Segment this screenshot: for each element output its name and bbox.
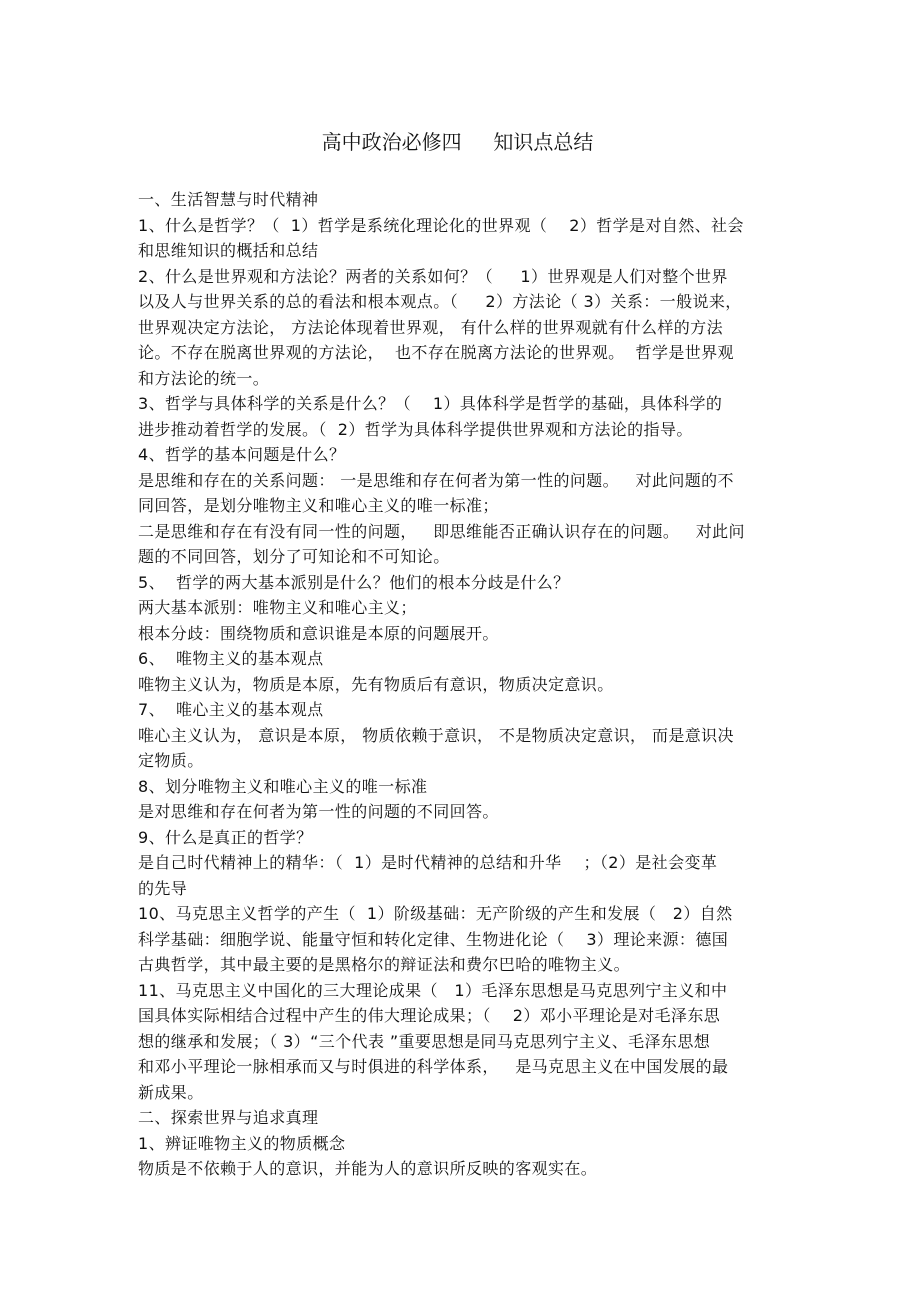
text-line: 9、什么是真正的哲学？ (138, 827, 313, 847)
text-line: 古典哲学，其中最主要的是黑格尔的辩证法和费尔巴哈的唯物主义。 (138, 955, 631, 974)
text-line: 世界观决定方法论， 方法论体现着世界观， 有什么样的世界观就有什么样的方法 (138, 317, 723, 337)
text-line: 3、哲学与具体科学的关系是什么？（ 1）具体科学是哲学的基础，具体科学的 (138, 394, 723, 413)
text-line: 的先导 (138, 878, 188, 898)
text-line: 科学基础：细胞学说、能量守恒和转化定律、生物进化论（ 3）理论来源：德国 (138, 929, 729, 949)
text-line: 唯心主义认为， 意识是本原， 物质依赖于意识， 不是物质决定意识， 而是意识决 (138, 725, 734, 745)
text-line: 题的不同回答，划分了可知论和不可知论。 (138, 547, 450, 566)
text-line: 是自己时代精神上的精华：（ 1）是时代精神的总结和升华 ；（2）是社会变革 (138, 853, 718, 872)
text-line: 8、划分唯物主义和唯心主义的唯一标准 (138, 776, 428, 796)
document-body (138, 187, 788, 1182)
text-line: 论。不存在脱离世界观的方法论， 也不存在脱离方法论的世界观。 哲学是世界观 (138, 343, 734, 362)
text-line: 10、马克思主义哲学的产生（ 1）阶级基础：无产阶级的产生和发展（ 2）自然 (138, 904, 733, 923)
text-line: 两大基本派别：唯物主义和唯心主义； (138, 598, 417, 617)
text-line: 国具体实际相结合过程中产生的伟大理论成果；（ 2）邓小平理论是对毛泽东思 (138, 1006, 721, 1025)
text-line: 定物质。 (138, 751, 204, 770)
text-line: 以及人与世界关系的总的看法和根本观点。（ 2）方法论（ 3）关系：一般说来， (138, 292, 742, 311)
text-line: 是思维和存在的关系问题： 一是思维和存在何者为第一性的问题。 对此问题的不 (138, 470, 734, 490)
text-line: 7、 唯心主义的基本观点 (138, 700, 324, 719)
text-line: 1、什么是哲学？（ 1）哲学是系统化理论化的世界观（ 2）哲学是对自然、社会 (138, 215, 744, 235)
text-line: 2、什么是世界观和方法论？两者的关系如何？（ 1）世界观是人们对整个世界 (138, 266, 728, 286)
text-line: 物质是不依赖于人的意识，并能为人的意识所反映的客观实在。 (138, 1159, 598, 1178)
text-line: 和方法论的统一。 (138, 368, 270, 388)
text-line: 和思维知识的概括和总结 (138, 241, 319, 260)
text-line: 同回答，是划分唯物主义和唯心主义的唯一标准； (138, 496, 499, 515)
text-line: 新成果。 (138, 1082, 204, 1102)
document-title: 高中政治必修四 知识点总结 (321, 130, 594, 154)
text-line: 二、探索世界与追求真理 (138, 1108, 319, 1127)
text-line: 是对思维和存在何者为第一性的问题的不同回答。 (138, 802, 499, 821)
text-line: 11、马克思主义中国化的三大理论成果（ 1）毛泽东思想是马克思列宁主义和中 (138, 980, 728, 1000)
text-line: 1、辨证唯物主义的物质概念 (138, 1133, 346, 1153)
text-line: 和邓小平理论一脉相承而又与时俱进的科学体系， 是马克思主义在中国发展的最 (138, 1057, 729, 1076)
text-line: 想的继承和发展；（ 3）“三个代表 ”重要思想是同马克思列宁主义、毛泽东思想 (138, 1031, 711, 1051)
text-line: 唯物主义认为，物质是本原，先有物质后有意识，物质决定意识。 (138, 674, 614, 694)
text-line: 6、 唯物主义的基本观点 (138, 649, 324, 668)
text-line: 4、哲学的基本问题是什么？ (138, 445, 346, 464)
text-line: 5、 哲学的两大基本派别是什么？他们的根本分歧是什么？ (138, 572, 570, 592)
text-line: 一、生活智慧与时代精神 (138, 190, 319, 209)
text-line: 根本分歧：围绕物质和意识谁是本原的问题展开。 (138, 623, 499, 643)
text-line: 进步推动着哲学的发展。（ 2）哲学为具体科学提供世界观和方法论的指导。 (138, 419, 693, 439)
text-line: 二是思维和存在有没有同一性的问题， 即思维能否正确认识存在的问题。 对此问 (138, 521, 745, 541)
